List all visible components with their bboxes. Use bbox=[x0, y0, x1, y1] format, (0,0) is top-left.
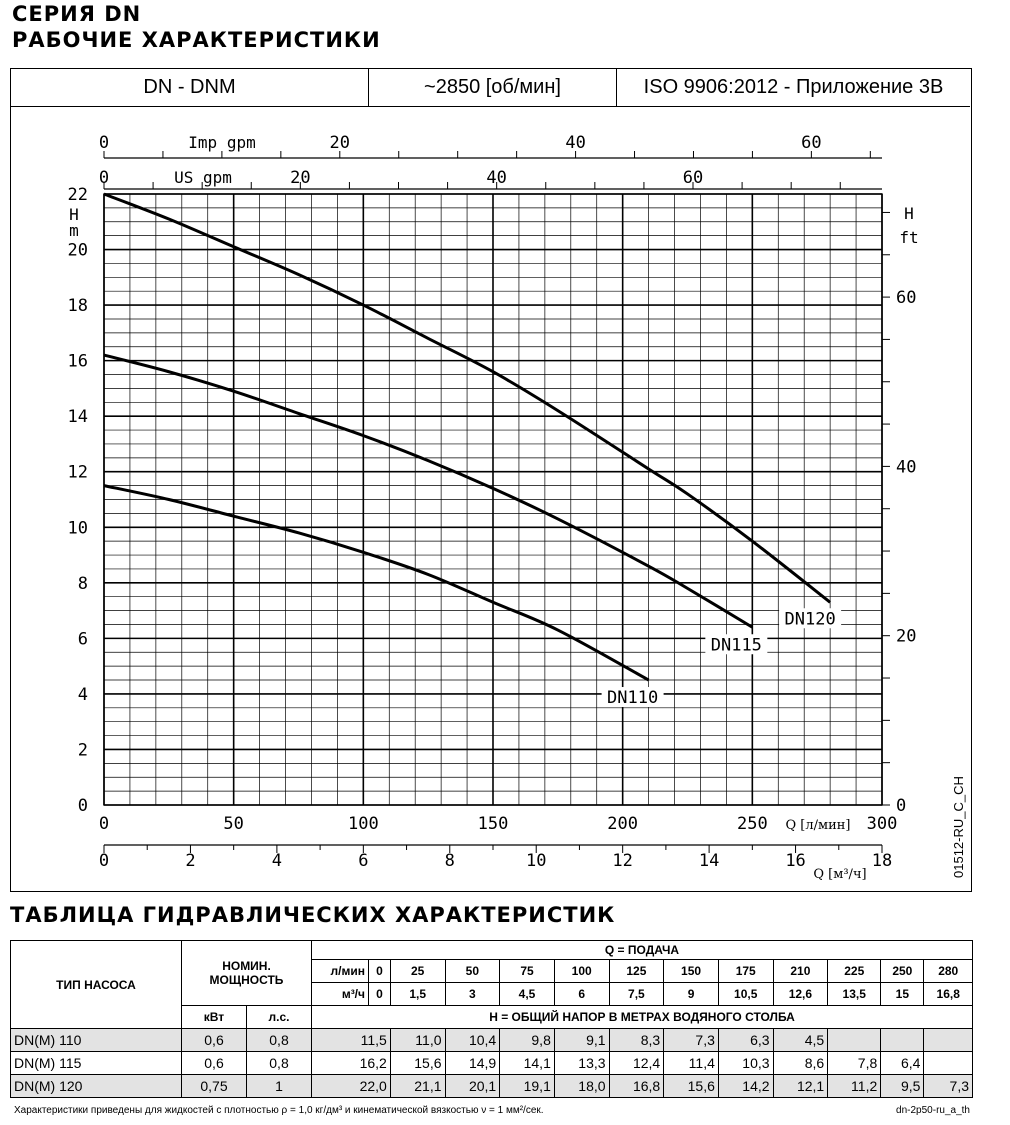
m3h-tick-label: 4 bbox=[271, 851, 283, 871]
head-value: 7,8 bbox=[828, 1052, 881, 1075]
q-lmin-value: 225 bbox=[828, 960, 881, 983]
us-axis-label: US gpm bbox=[174, 168, 232, 187]
x-tick-label: 300 bbox=[866, 814, 898, 834]
col-header-power: НОМИН. МОЩНОСТЬ bbox=[182, 941, 312, 1006]
head-value: 10,3 bbox=[718, 1052, 773, 1075]
q-lmin-value: 250 bbox=[881, 960, 924, 983]
q-m3h-value: 0 bbox=[369, 983, 391, 1006]
head-value: 9,8 bbox=[500, 1029, 555, 1052]
q-m3h-value: 13,5 bbox=[828, 983, 881, 1006]
head-value: 15,6 bbox=[664, 1075, 719, 1098]
q-lmin-value: 0 bbox=[369, 960, 391, 983]
q-lmin-value: 150 bbox=[664, 960, 719, 983]
series-label-dn110: DN110 bbox=[607, 688, 659, 709]
power-kw: 0,6 bbox=[182, 1052, 247, 1075]
head-value: 12,1 bbox=[773, 1075, 828, 1098]
y-tick-label: 14 bbox=[67, 407, 88, 428]
table-row bbox=[11, 1052, 973, 1075]
y-axis-label: H bbox=[69, 205, 79, 224]
power-kw: 0,75 bbox=[182, 1075, 247, 1098]
x-tick-label: 50 bbox=[223, 814, 244, 834]
q-lmin-value: 50 bbox=[445, 960, 500, 983]
q-header: Q = ПОДАЧА bbox=[312, 941, 973, 960]
table-row bbox=[11, 1075, 973, 1098]
pump-type: DN(M) 110 bbox=[11, 1029, 182, 1052]
page-title: СЕРИЯ DN bbox=[12, 2, 142, 26]
head-value: 15,6 bbox=[390, 1052, 445, 1075]
power-hp: 1 bbox=[247, 1075, 312, 1098]
y-tick-label: 10 bbox=[67, 518, 88, 539]
head-value: 13,3 bbox=[554, 1052, 609, 1075]
head-value: 14,1 bbox=[500, 1052, 555, 1075]
ft-axis-label: H bbox=[904, 204, 914, 223]
power-kw: 0,6 bbox=[182, 1029, 247, 1052]
page-subtitle: РАБОЧИЕ ХАРАКТЕРИСТИКИ bbox=[12, 28, 381, 52]
q-m3h-value: 16,8 bbox=[924, 983, 973, 1006]
y-tick-label: 16 bbox=[67, 351, 88, 372]
q-m3h-value: 6 bbox=[554, 983, 609, 1006]
head-value: 16,2 bbox=[312, 1052, 391, 1075]
m3h-tick-label: 18 bbox=[871, 851, 893, 871]
head-value: 7,3 bbox=[664, 1029, 719, 1052]
head-value bbox=[828, 1029, 881, 1052]
head-value bbox=[881, 1029, 924, 1052]
us-tick-label: 20 bbox=[290, 168, 311, 188]
table-title: ТАБЛИЦА ГИДРАВЛИЧЕСКИХ ХАРАКТЕРИСТИК bbox=[10, 903, 616, 927]
x-axis-label: Q [л/мин] bbox=[785, 818, 851, 833]
q-m3h-value: 9 bbox=[664, 983, 719, 1006]
q-lmin-value: 210 bbox=[773, 960, 828, 983]
us-tick-label: 40 bbox=[486, 168, 507, 188]
head-value: 20,1 bbox=[445, 1075, 500, 1098]
q-lmin-value: 25 bbox=[390, 960, 445, 983]
y-tick-label: 18 bbox=[67, 296, 88, 317]
x-tick-label: 250 bbox=[736, 814, 768, 834]
q-lmin-value: 175 bbox=[718, 960, 773, 983]
head-value: 4,5 bbox=[773, 1029, 828, 1052]
y-tick-label: 2 bbox=[77, 740, 88, 761]
q-m3h-value: 3 bbox=[445, 983, 500, 1006]
ft-tick-label: 40 bbox=[896, 457, 917, 478]
head-value: 14,9 bbox=[445, 1052, 500, 1075]
m3h-tick-label: 12 bbox=[612, 851, 633, 871]
q-m3h-value: 4,5 bbox=[500, 983, 555, 1006]
head-value: 21,1 bbox=[390, 1075, 445, 1098]
head-value: 7,3 bbox=[924, 1075, 973, 1098]
head-value: 11,4 bbox=[664, 1052, 719, 1075]
head-value bbox=[924, 1029, 973, 1052]
y-axis-label-unit: m bbox=[69, 221, 79, 240]
head-value: 11,0 bbox=[390, 1029, 445, 1052]
series-label-dn115: DN115 bbox=[710, 635, 762, 656]
y-tick-label: 6 bbox=[77, 629, 88, 650]
head-value: 11,5 bbox=[312, 1029, 391, 1052]
q-m3h-value: 15 bbox=[881, 983, 924, 1006]
imp-tick-label: 60 bbox=[801, 133, 822, 153]
table-row bbox=[11, 1029, 973, 1052]
y-tick-label: 8 bbox=[77, 573, 88, 594]
q-lmin-value: 75 bbox=[500, 960, 555, 983]
imp-axis-label: Imp gpm bbox=[188, 133, 256, 152]
ft-axis-label-unit: ft bbox=[899, 228, 919, 247]
imp-tick-label: 0 bbox=[98, 133, 110, 153]
unit-lmin: л/мин bbox=[312, 960, 369, 983]
y-tick-label: 22 bbox=[67, 185, 88, 205]
m3h-tick-label: 8 bbox=[444, 851, 455, 871]
series-label-dn120: DN120 bbox=[784, 609, 836, 630]
m3h-tick-label: 10 bbox=[525, 851, 547, 871]
imp-tick-label: 40 bbox=[565, 133, 586, 153]
head-value: 8,3 bbox=[609, 1029, 664, 1052]
q-lmin-value: 125 bbox=[609, 960, 664, 983]
head-value: 8,6 bbox=[773, 1052, 828, 1075]
q-m3h-value: 7,5 bbox=[609, 983, 664, 1006]
q-lmin-value: 280 bbox=[924, 960, 973, 983]
q-m3h-value: 10,5 bbox=[718, 983, 773, 1006]
h-header: H = ОБЩИЙ НАПОР В МЕТРАХ ВОДЯНОГО СТОЛБА bbox=[312, 1006, 973, 1029]
m3h-tick-label: 0 bbox=[98, 851, 110, 871]
head-value: 12,4 bbox=[609, 1052, 664, 1075]
chart-header-standard: ISO 9906:2012 - Приложение 3B bbox=[617, 69, 970, 107]
unit-m3h: м³/ч bbox=[312, 983, 369, 1006]
y-tick-label: 0 bbox=[77, 796, 88, 816]
footnote-code: dn-2p50-ru_a_th bbox=[896, 1105, 970, 1116]
m3h-tick-label: 16 bbox=[785, 851, 806, 871]
chart-header-model: DN - DNM bbox=[11, 69, 369, 107]
m3h-tick-label: 2 bbox=[185, 851, 196, 871]
head-value: 14,2 bbox=[718, 1075, 773, 1098]
us-tick-label: 0 bbox=[98, 168, 110, 188]
x-tick-label: 200 bbox=[607, 814, 639, 834]
hydraulic-table bbox=[10, 940, 973, 1098]
power-hp: 0,8 bbox=[247, 1052, 312, 1075]
curve-dn115 bbox=[104, 355, 752, 627]
x-tick-label: 0 bbox=[98, 814, 110, 834]
y-tick-label: 20 bbox=[67, 240, 88, 261]
ft-tick-label: 60 bbox=[896, 288, 917, 309]
head-value: 9,1 bbox=[554, 1029, 609, 1052]
head-value: 18,0 bbox=[554, 1075, 609, 1098]
us-tick-label: 60 bbox=[682, 168, 704, 188]
head-value: 16,8 bbox=[609, 1075, 664, 1098]
x-tick-label: 150 bbox=[477, 814, 509, 834]
q-m3h-value: 1,5 bbox=[390, 983, 445, 1006]
side-code: 01512-RU_C_CH bbox=[951, 776, 966, 878]
col-header-type: ТИП НАСОСА bbox=[11, 941, 182, 1029]
head-value: 22,0 bbox=[312, 1075, 391, 1098]
unit-kw: кВт bbox=[182, 1006, 247, 1029]
head-value: 6,4 bbox=[881, 1052, 924, 1075]
head-value: 10,4 bbox=[445, 1029, 500, 1052]
table-header-row bbox=[11, 941, 973, 960]
x-tick-label: 100 bbox=[347, 814, 379, 834]
y-tick-label: 4 bbox=[77, 684, 88, 705]
chart-header-speed: ~2850 [об/мин] bbox=[369, 69, 617, 107]
ft-tick-label: 0 bbox=[896, 796, 907, 816]
unit-hp: л.с. bbox=[247, 1006, 312, 1029]
head-value bbox=[924, 1052, 973, 1075]
m3h-tick-label: 14 bbox=[698, 851, 720, 871]
q-lmin-value: 100 bbox=[554, 960, 609, 983]
imp-tick-label: 20 bbox=[329, 133, 351, 153]
power-hp: 0,8 bbox=[247, 1029, 312, 1052]
m3h-axis-label: Q [м³/ч] bbox=[813, 867, 867, 882]
head-value: 19,1 bbox=[500, 1075, 555, 1098]
ft-tick-label: 20 bbox=[896, 626, 917, 647]
pump-type: DN(M) 120 bbox=[11, 1075, 182, 1098]
pump-type: DN(M) 115 bbox=[11, 1052, 182, 1075]
footnote: Характеристики приведены для жидкостей с плотностью ρ = 1,0 кг/дм³ и кинематической вязкостью ν = 1 мм²/сек. bbox=[14, 1105, 544, 1116]
q-m3h-value: 12,6 bbox=[773, 983, 828, 1006]
head-value: 11,2 bbox=[828, 1075, 881, 1098]
head-value: 9,5 bbox=[881, 1075, 924, 1098]
y-tick-label: 12 bbox=[67, 462, 88, 483]
head-value: 6,3 bbox=[718, 1029, 773, 1052]
m3h-tick-label: 6 bbox=[358, 851, 369, 871]
